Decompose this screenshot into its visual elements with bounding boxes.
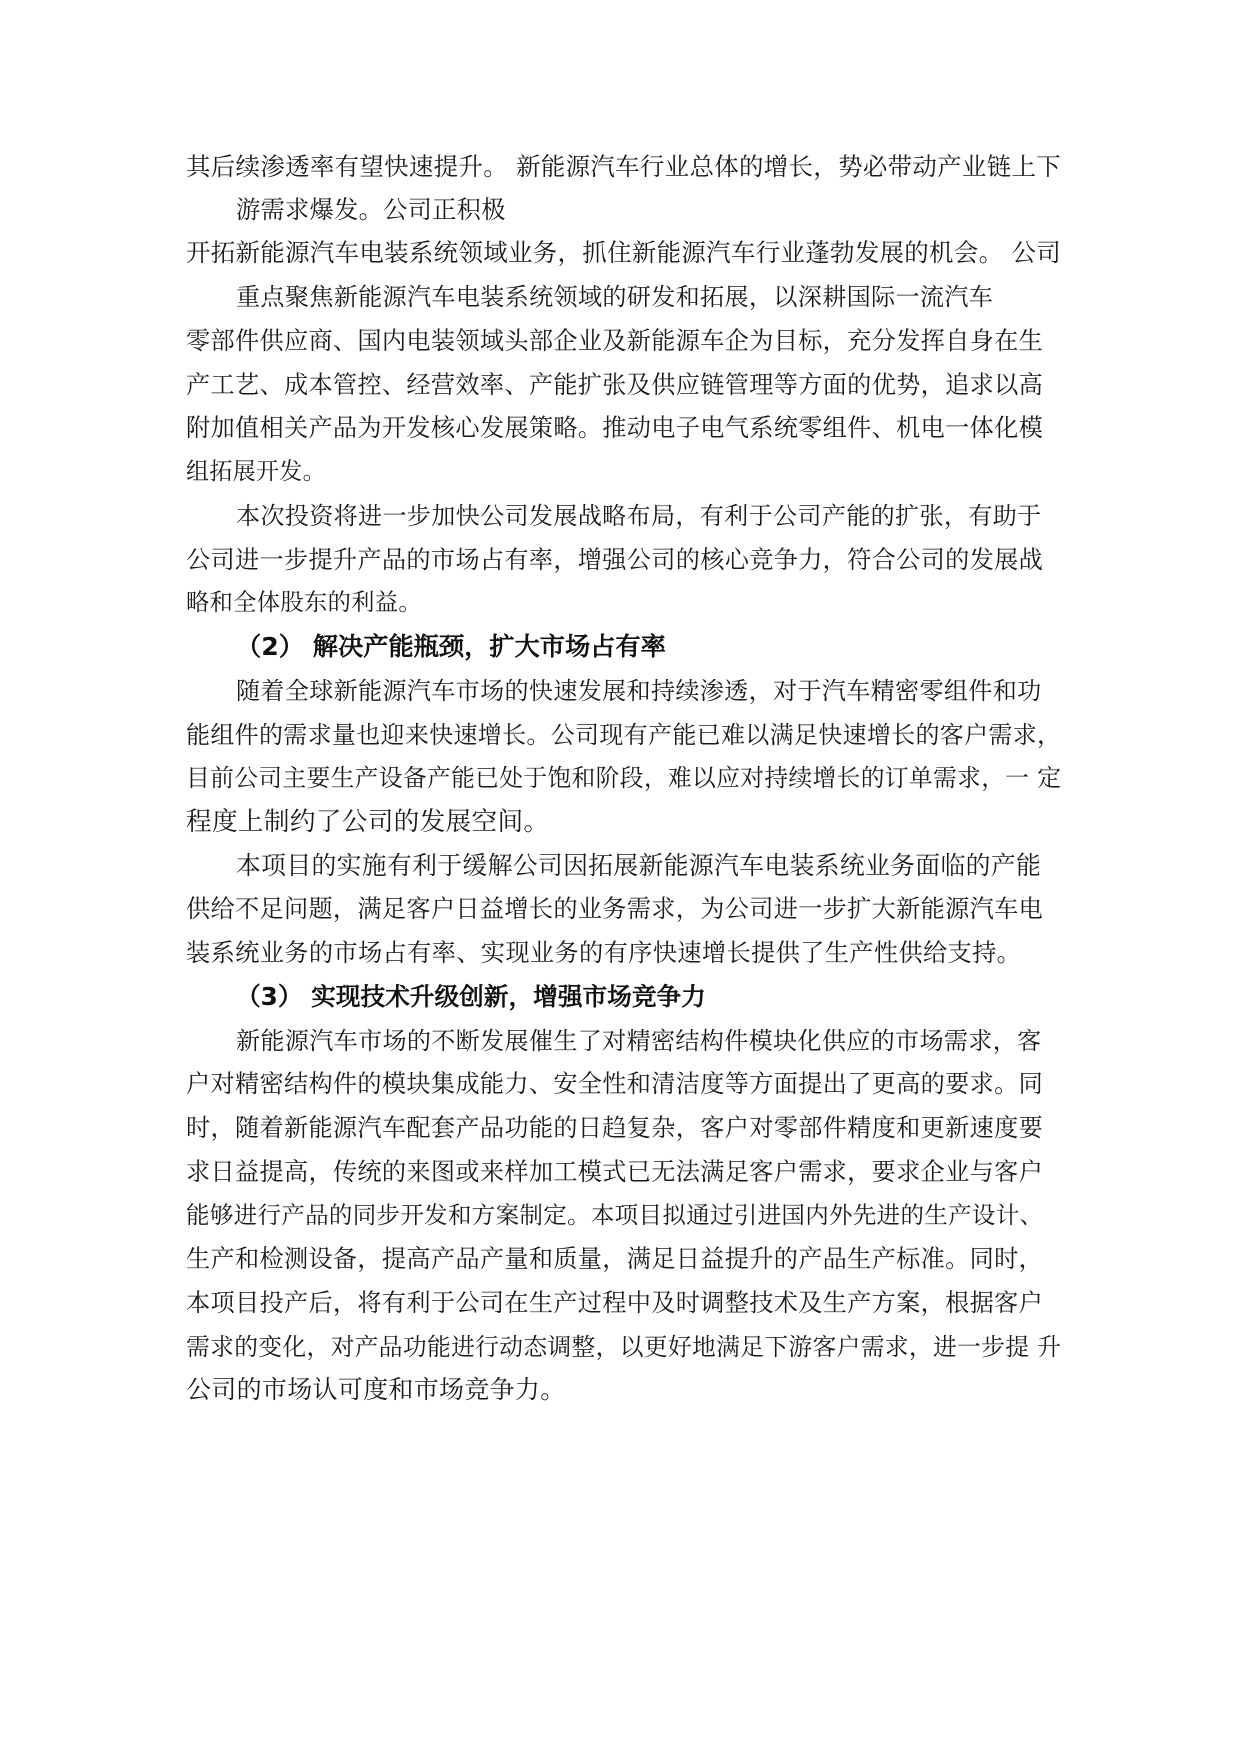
paragraph-line: 供给不足问题，满足客户日益增长的业务需求，为公司进一步扩大新能源汽车电 (186, 895, 1044, 923)
paragraph-line: 组拓展开发。 (186, 459, 326, 485)
paragraph-line: 随着全球新能源汽车市场的快速发展和持续渗透，对于汽车精密零组件和功 (236, 677, 1042, 705)
paragraph-line: 本次投资将进一步加快公司发展战略布局，有利于公司产能的扩张，有助于 (236, 502, 1042, 530)
paragraph-line: 能组件的需求量也迎来快速增长。公司现有产能已难以满足快速增长的客户需求， (186, 721, 1062, 749)
paragraph-line: 时，随着新能源汽车配套产品功能的日趋复杂，客户对零部件精度和更新速度要 (186, 1114, 1044, 1142)
paragraph-line: 零部件供应商、国内电装领域头部企业及新能源车企为目标，充分发挥自身在生 (186, 327, 1044, 355)
paragraph-line: 附加值相关产品为开发核心发展策略。推动电子电气系统零组件、机电一体化模 (186, 414, 1044, 442)
paragraph-line: 略和全体股东的利益。 (186, 589, 422, 616)
paragraph-line: 重点聚焦新能源汽车电装系统领域的研发和拓展，以深耕国际一流汽车 (236, 283, 994, 311)
paragraph-line: 新能源汽车市场的不断发展催生了对精密结构件模块化供应的市场需求，客 (236, 1027, 1042, 1055)
paragraph-line: 程度上制约了公司的发展空间。 (186, 807, 550, 837)
paragraph-line: 户对精密结构件的模块集成能力、安全性和清洁度等方面提出了更高的要求。同 (186, 1070, 1044, 1098)
paragraph-line: 求日益提高，传统的来图或来样加工模式已无法满足客户需求，要求企业与客户 (186, 1158, 1044, 1186)
paragraph-line: 生产和检测设备，提高产品产量和质量，满足日益提升的产品生产标准。同时， (186, 1245, 1044, 1273)
paragraph-line: 其后续渗透率有望快速提升。 新能源汽车行业总体的增长，势必带动产业链上下 (186, 152, 1061, 181)
paragraph-line: 本项目投产后，将有利于公司在生产过程中及时调整技术及生产方案，根据客户 (186, 1289, 1044, 1317)
paragraph-line: 公司的市场认可度和市场竞争力。 (186, 1375, 566, 1404)
paragraph-line: 需求的变化，对产品功能进行动态调整，以更好地满足下游客户需求，进一步提 升 (186, 1333, 1062, 1361)
section-heading: （3） 实现技术升级创新，增强市场竞争力 (236, 982, 706, 1011)
paragraph-line: 能够进行产品的同步开发和方案制定。本项目拟通过引进国内外先进的生产设计、 (186, 1201, 1044, 1229)
paragraph-line: 游需求爆发。公司正积极 (236, 196, 506, 224)
paragraph-line: 开拓新能源汽车电装系统领域业务，抓住新能源汽车行业蓬勃发展的机会。 公司 (186, 238, 1061, 267)
paragraph-line: 目前公司主要生产设备产能已处于饱和阶段，难以应对持续增长的订单需求，一 定 (186, 764, 1062, 792)
paragraph-line: 公司进一步提升产品的市场占有率，增强公司的核心竞争力，符合公司的发展战 (186, 546, 1044, 574)
paragraph-line: 产工艺、成本管控、经营效率、产能扩张及供应链管理等方面的优势，追求以高 (186, 371, 1044, 399)
paragraph-line: 本项目的实施有利于缓解公司因拓展新能源汽车电装系统业务面临的产能 (236, 851, 1042, 880)
paragraph-line: 装系统业务的市场占有率、实现业务的有序快速增长提供了生产性供给支持。 (186, 938, 1022, 967)
section-heading: （2） 解决产能瓶颈，扩大市场占有率 (236, 632, 666, 661)
